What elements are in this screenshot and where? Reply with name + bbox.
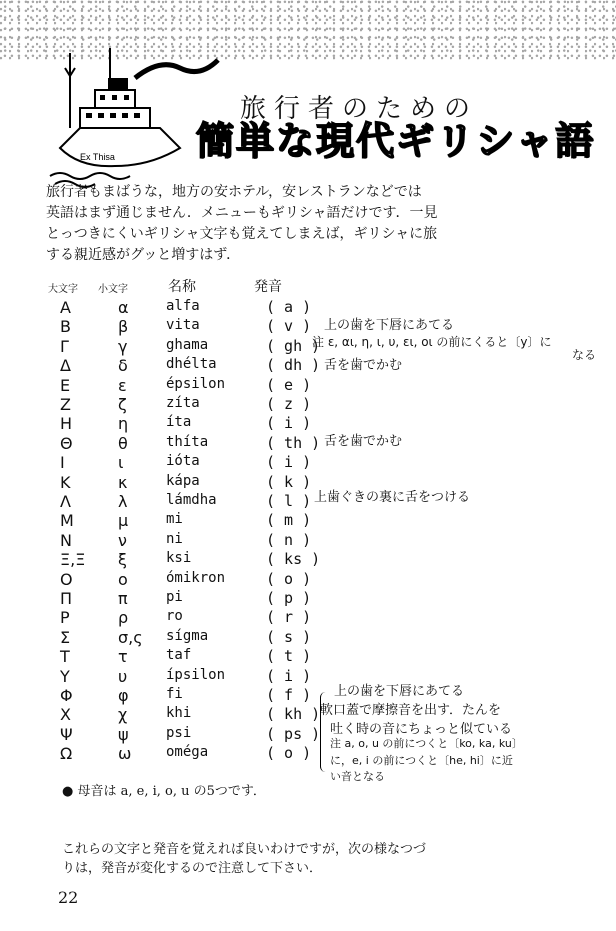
uppercase-letter: Ι: [60, 453, 65, 473]
lowercase-letter: γ: [118, 336, 128, 356]
lowercase-letter: ρ: [118, 608, 129, 628]
note-dh: 舌を歯でかむ: [324, 358, 403, 373]
lowercase-letter: η: [118, 414, 129, 434]
table-row: [0, 628, 616, 647]
lowercase-letter: υ: [118, 666, 128, 686]
uppercase-letter: Λ: [60, 492, 71, 511]
pronunciation: ( f ): [266, 686, 312, 704]
pronunciation: ( i ): [266, 666, 312, 685]
table-row: [0, 376, 616, 395]
letter-name: thíta: [166, 433, 209, 450]
pronunciation: ( p ): [266, 589, 312, 607]
uppercase-letter: Ω: [60, 744, 73, 764]
pronunciation: ( gh ): [266, 336, 321, 355]
letter-name: ni: [166, 530, 183, 547]
uppercase-letter: Θ: [60, 433, 73, 453]
lowercase-letter: δ: [118, 356, 128, 376]
table-row: [0, 298, 616, 317]
pronunciation: ( m ): [266, 511, 312, 530]
lowercase-letter: ο: [118, 569, 128, 589]
uppercase-letter: Π: [60, 589, 73, 608]
note-v: 上の歯を下唇にあてる: [324, 318, 455, 333]
letter-name: dhélta: [166, 356, 217, 373]
header-pronunciation: 発音: [254, 279, 282, 295]
title-small: 旅行者のための: [240, 94, 479, 124]
note-kh-4: に，e, i の前につくと〔he, hi〕に近: [330, 754, 513, 767]
uppercase-letter: Κ: [60, 472, 71, 492]
table-row: [0, 453, 616, 472]
letter-name: ghama: [166, 336, 209, 353]
pronunciation: ( r ): [266, 608, 312, 627]
intro-line: とっつきにくいギリシャ文字も覚えてしまえば，ギリシャに旅: [46, 226, 438, 242]
table-row: [0, 473, 616, 492]
note-gh: 注 ε, αι, η, ι, υ, ει, οι の前にくると〔y〕に: [312, 335, 552, 349]
lowercase-letter: τ: [118, 647, 128, 667]
uppercase-letter: Γ: [60, 336, 69, 356]
letter-name: íta: [166, 414, 192, 431]
ship-label: Ex Thisa: [80, 152, 115, 162]
table-row: [0, 705, 616, 724]
table-row: [0, 647, 616, 666]
table-row: [0, 725, 616, 744]
lowercase-letter: ζ: [118, 395, 127, 414]
uppercase-letter: Φ: [60, 686, 73, 705]
note-kh-2: 吐く時の音にちょっと似ている: [330, 722, 513, 737]
letter-name: oméga: [166, 744, 209, 761]
pronunciation: ( v ): [266, 317, 312, 336]
table-row: [0, 434, 616, 453]
intro-line: する親近感がグッと増すはず．: [46, 247, 241, 263]
letter-name: taf: [166, 647, 192, 664]
lowercase-letter: θ: [118, 433, 128, 453]
lowercase-letter: σ,ς: [118, 627, 143, 647]
pronunciation: ( ks ): [266, 550, 321, 569]
header-lowercase: 小文字: [98, 284, 128, 295]
pronunciation: ( e ): [266, 375, 312, 394]
footer-vowels: ● 母音は a, e, i, o, u の5つです．: [62, 784, 266, 799]
letter-name: ómikron: [166, 569, 226, 586]
lowercase-letter: μ: [118, 511, 129, 531]
header-uppercase: 大文字: [48, 284, 78, 295]
table-row: [0, 570, 616, 589]
lowercase-letter: ω: [118, 744, 132, 764]
note-kh-5: い音となる: [330, 770, 385, 783]
letter-name: ípsilon: [166, 666, 226, 683]
table-row: [0, 608, 616, 627]
uppercase-letter: Ξ,Ξ: [60, 550, 86, 570]
pronunciation: ( o ): [266, 744, 312, 763]
table-row: [0, 550, 616, 569]
letter-name: alfa: [166, 298, 200, 314]
pronunciation: ( k ): [266, 472, 312, 491]
uppercase-letter: Μ: [60, 511, 74, 531]
footer-line: りは，発音が変化するので注意して下さい．: [62, 861, 323, 876]
lowercase-letter: π: [118, 589, 128, 608]
header-name: 名称: [168, 279, 196, 295]
letter-name: fi: [166, 686, 183, 702]
letter-name: épsilon: [166, 375, 226, 392]
pronunciation: ( th ): [266, 433, 321, 452]
lowercase-letter: κ: [118, 472, 128, 492]
note-kh-3: 注 a, o, u の前につくと〔ko, ka, ku〕: [330, 737, 523, 750]
lowercase-letter: ε: [118, 375, 127, 395]
table-row: [0, 414, 616, 433]
letter-name: ro: [166, 608, 183, 625]
lowercase-letter: ξ: [118, 550, 127, 570]
uppercase-letter: Ψ: [60, 724, 73, 744]
lowercase-letter: λ: [118, 492, 128, 511]
lowercase-letter: β: [118, 317, 129, 337]
letter-name: zíta: [166, 395, 200, 411]
table-row: [0, 686, 616, 705]
lowercase-letter: ν: [118, 530, 127, 550]
lowercase-letter: ι: [118, 453, 124, 473]
pronunciation: ( n ): [266, 530, 312, 549]
table-row: [0, 395, 616, 414]
uppercase-letter: Σ: [60, 627, 71, 647]
page-title: 簡単な現代ギリシャ語: [196, 119, 596, 163]
table-row: [0, 356, 616, 375]
uppercase-letter: Δ: [60, 356, 71, 376]
pronunciation: ( l ): [266, 492, 312, 510]
pronunciation: ( s ): [266, 627, 312, 646]
lowercase-letter: φ: [118, 686, 129, 705]
uppercase-letter: Υ: [60, 666, 70, 686]
uppercase-letter: Ν: [60, 530, 72, 550]
table-row: [0, 511, 616, 530]
uppercase-letter: Χ: [60, 705, 71, 725]
table-row: [0, 531, 616, 550]
intro-line: 英語はまず通じません．メニューもギリシャ語だけです．一見: [46, 205, 438, 221]
letter-name: khi: [166, 705, 192, 722]
uppercase-letter: Ρ: [60, 608, 70, 628]
pronunciation: ( t ): [266, 647, 312, 666]
table-row: [0, 589, 616, 608]
lowercase-letter: ψ: [118, 724, 129, 744]
page-number: 22: [58, 888, 79, 907]
letter-name: ióta: [166, 453, 200, 470]
ship-illustration: [40, 48, 220, 188]
pronunciation: ( kh ): [266, 705, 321, 724]
uppercase-letter: Τ: [60, 647, 70, 667]
note-th: 舌を歯でかむ: [324, 434, 403, 449]
pronunciation: ( o ): [266, 569, 312, 588]
uppercase-letter: Ζ: [60, 395, 71, 414]
pronunciation: ( i ): [266, 414, 312, 433]
uppercase-letter: Ε: [60, 375, 71, 395]
pronunciation: ( z ): [266, 395, 312, 413]
intro-line: 旅行者もまばうな，地方の安ホテル，安レストランなどでは: [46, 184, 422, 200]
table-row: [0, 492, 616, 511]
letter-name: pi: [166, 589, 183, 605]
letter-name: kápa: [166, 472, 200, 489]
note-l: 上歯ぐきの裏に舌をつける: [314, 490, 471, 505]
letter-name: mi: [166, 511, 183, 528]
uppercase-letter: Α: [60, 298, 71, 317]
pronunciation: ( i ): [266, 453, 312, 472]
lowercase-letter: χ: [118, 705, 128, 725]
uppercase-letter: Ο: [60, 569, 73, 589]
note-kh-1: 軟口蓋で摩擦音を出す．たんを: [320, 703, 501, 718]
lowercase-letter: α: [118, 298, 129, 317]
letter-name: psi: [166, 724, 192, 741]
letter-name: sígma: [166, 627, 209, 644]
pronunciation: ( ps ): [266, 724, 321, 743]
note-gh-tail: なる: [572, 348, 597, 362]
note-f: 上の歯を下唇にあてる: [334, 684, 465, 699]
uppercase-letter: Β: [60, 317, 71, 337]
pronunciation: ( dh ): [266, 356, 321, 375]
table-row: [0, 744, 616, 763]
letter-name: vita: [166, 317, 200, 334]
intro-paragraph: [46, 182, 594, 266]
table-row: [0, 667, 616, 686]
uppercase-letter: Η: [60, 414, 73, 434]
letter-name: ksi: [166, 550, 192, 567]
pronunciation: ( a ): [266, 298, 312, 316]
footer-line: これらの文字と発音を覚えれば良いわけですが，次の様なつづ: [62, 842, 427, 857]
letter-name: lámdha: [166, 492, 217, 508]
